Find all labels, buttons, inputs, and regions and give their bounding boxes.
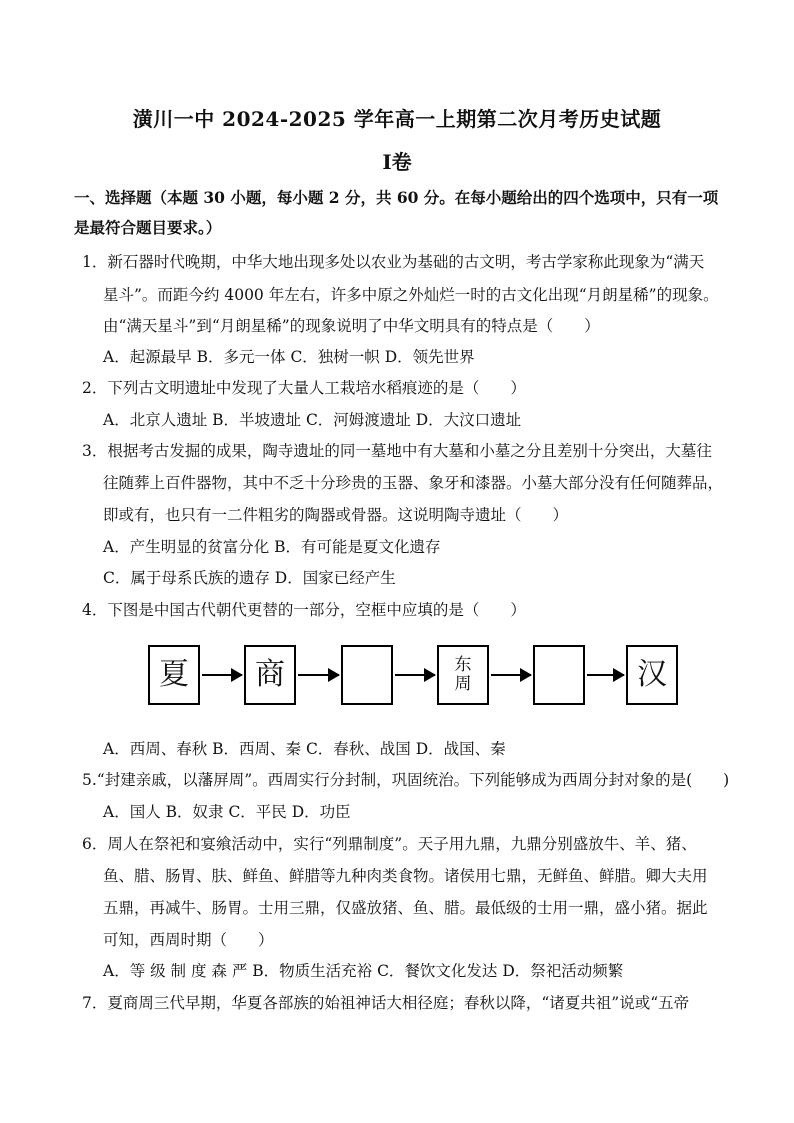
- flow-arrow: [202, 674, 242, 676]
- q1-text-line3: 由“满天星斗”到“月朗星稀”的现象说明了中华文明具有的特点是（ ）: [103, 317, 600, 335]
- dynasty-box-xia: 夏: [148, 645, 200, 705]
- q6-text-line4: 可知，西周时期（ ）: [103, 931, 274, 949]
- q5-text: 5.“封建亲戚，以藩屏周”。西周实行分封制，巩固统治。下列能够成为西周分封对象的是( ): [82, 771, 730, 789]
- q1-text-line2: 星斗”。而距今约 4000 年左右，许多中原之外灿烂一时的古文化出现“月朗星稀”的现象。: [103, 286, 719, 304]
- flow-arrow: [298, 674, 339, 676]
- exam-title: 潢川一中 2024-2025 学年高一上期第二次月考历史试题: [132, 107, 662, 131]
- dynasty-flow-diagram: [148, 645, 678, 707]
- q4-text: 4．下图是中国古代朝代更替的一部分，空框中应填的是（ ）: [82, 601, 526, 619]
- flow-arrow: [587, 674, 624, 676]
- q6-text-line2: 鱼、腊、肠胃、肤、鲜鱼、鲜腊等九种肉类食物。诸侯用七鼎，无鲜鱼、鲜腊。卿大夫用: [103, 867, 708, 885]
- section-instructions-line2: 是最符合题目要求。）: [74, 218, 222, 237]
- q7-text-line1: 7．夏商周三代早期，华夏各部族的始祖神话大相径庭；春秋以降，“诸夏共祖”说或“五帝: [82, 994, 690, 1012]
- dynasty-box-shang: 商: [244, 645, 296, 705]
- q3-text-line2: 往随葬上百件器物，其中不乏十分珍贵的玉器、象牙和漆器。小墓大部分没有任何随葬品，: [103, 474, 724, 492]
- dynasty-box-blank-1: [341, 645, 393, 705]
- q2-text: 2．下列古文明遗址中发现了大量人工栽培水稻痕迹的是（ ）: [82, 379, 526, 397]
- q3-text-line3: 即或有，也只有一二件粗劣的陶器或骨器。这说明陶寺遗址（ ）: [103, 506, 569, 524]
- q6-text-line3: 五鼎，再减牛、肠胃。士用三鼎，仅盛放猪、鱼、腊。最低级的士用一鼎，盛小猪。据此: [103, 899, 708, 917]
- q1-text-line1: 1．新石器时代晚期，中华大地出现多处以农业为基础的古文明，考古学家称此现象为“满天: [82, 253, 705, 271]
- flow-arrow: [395, 674, 435, 676]
- q2-options: A．北京人遗址 B．半坡遗址 C．河姆渡遗址 D．大汶口遗址: [103, 411, 522, 429]
- dynasty-box-eastern-zhou: [437, 645, 489, 705]
- q1-options: A．起源最早 B．多元一体 C．独树一帜 D．领先世界: [103, 348, 475, 366]
- q6-options: A．等 级 制 度 森 严 B．物质生活充裕 C．餐饮文化发达 D．祭祀活动频繁: [103, 962, 624, 980]
- q6-text-line1: 6．周人在祭祀和宴飨活动中，实行“列鼎制度”。天子用九鼎，九鼎分别盛放牛、羊、猪、: [82, 835, 697, 853]
- q4-options: A．西周、春秋 B．西周、秦 C．春秋、战国 D．战国、秦: [103, 740, 506, 758]
- q5-options: A．国人 B．奴隶 C．平民 D．功臣: [103, 803, 351, 821]
- section-instructions-line1: 一、选择题（本题 30 小题，每小题 2 分，共 60 分。在每小题给出的四个选项中，只有一项: [74, 188, 719, 207]
- dynasty-box-eastern-zhou-top: 东: [454, 655, 472, 675]
- volume-label: Ⅰ卷: [382, 150, 412, 174]
- dynasty-box-blank-2: [533, 645, 585, 705]
- flow-arrow: [491, 674, 531, 676]
- q3-options-line1: A．产生明显的贫富分化 B．有可能是夏文化遗存: [103, 538, 441, 556]
- q3-options-line2: C．属于母系氏族的遗存 D．国家已经产生: [103, 569, 396, 587]
- dynasty-box-han: 汉: [626, 645, 678, 705]
- dynasty-box-eastern-zhou-bottom: 周: [454, 674, 472, 694]
- q3-text-line1: 3．根据考古发掘的成果，陶寺遗址的同一墓地中有大墓和小墓之分且差别十分突出，大墓往: [82, 442, 712, 460]
